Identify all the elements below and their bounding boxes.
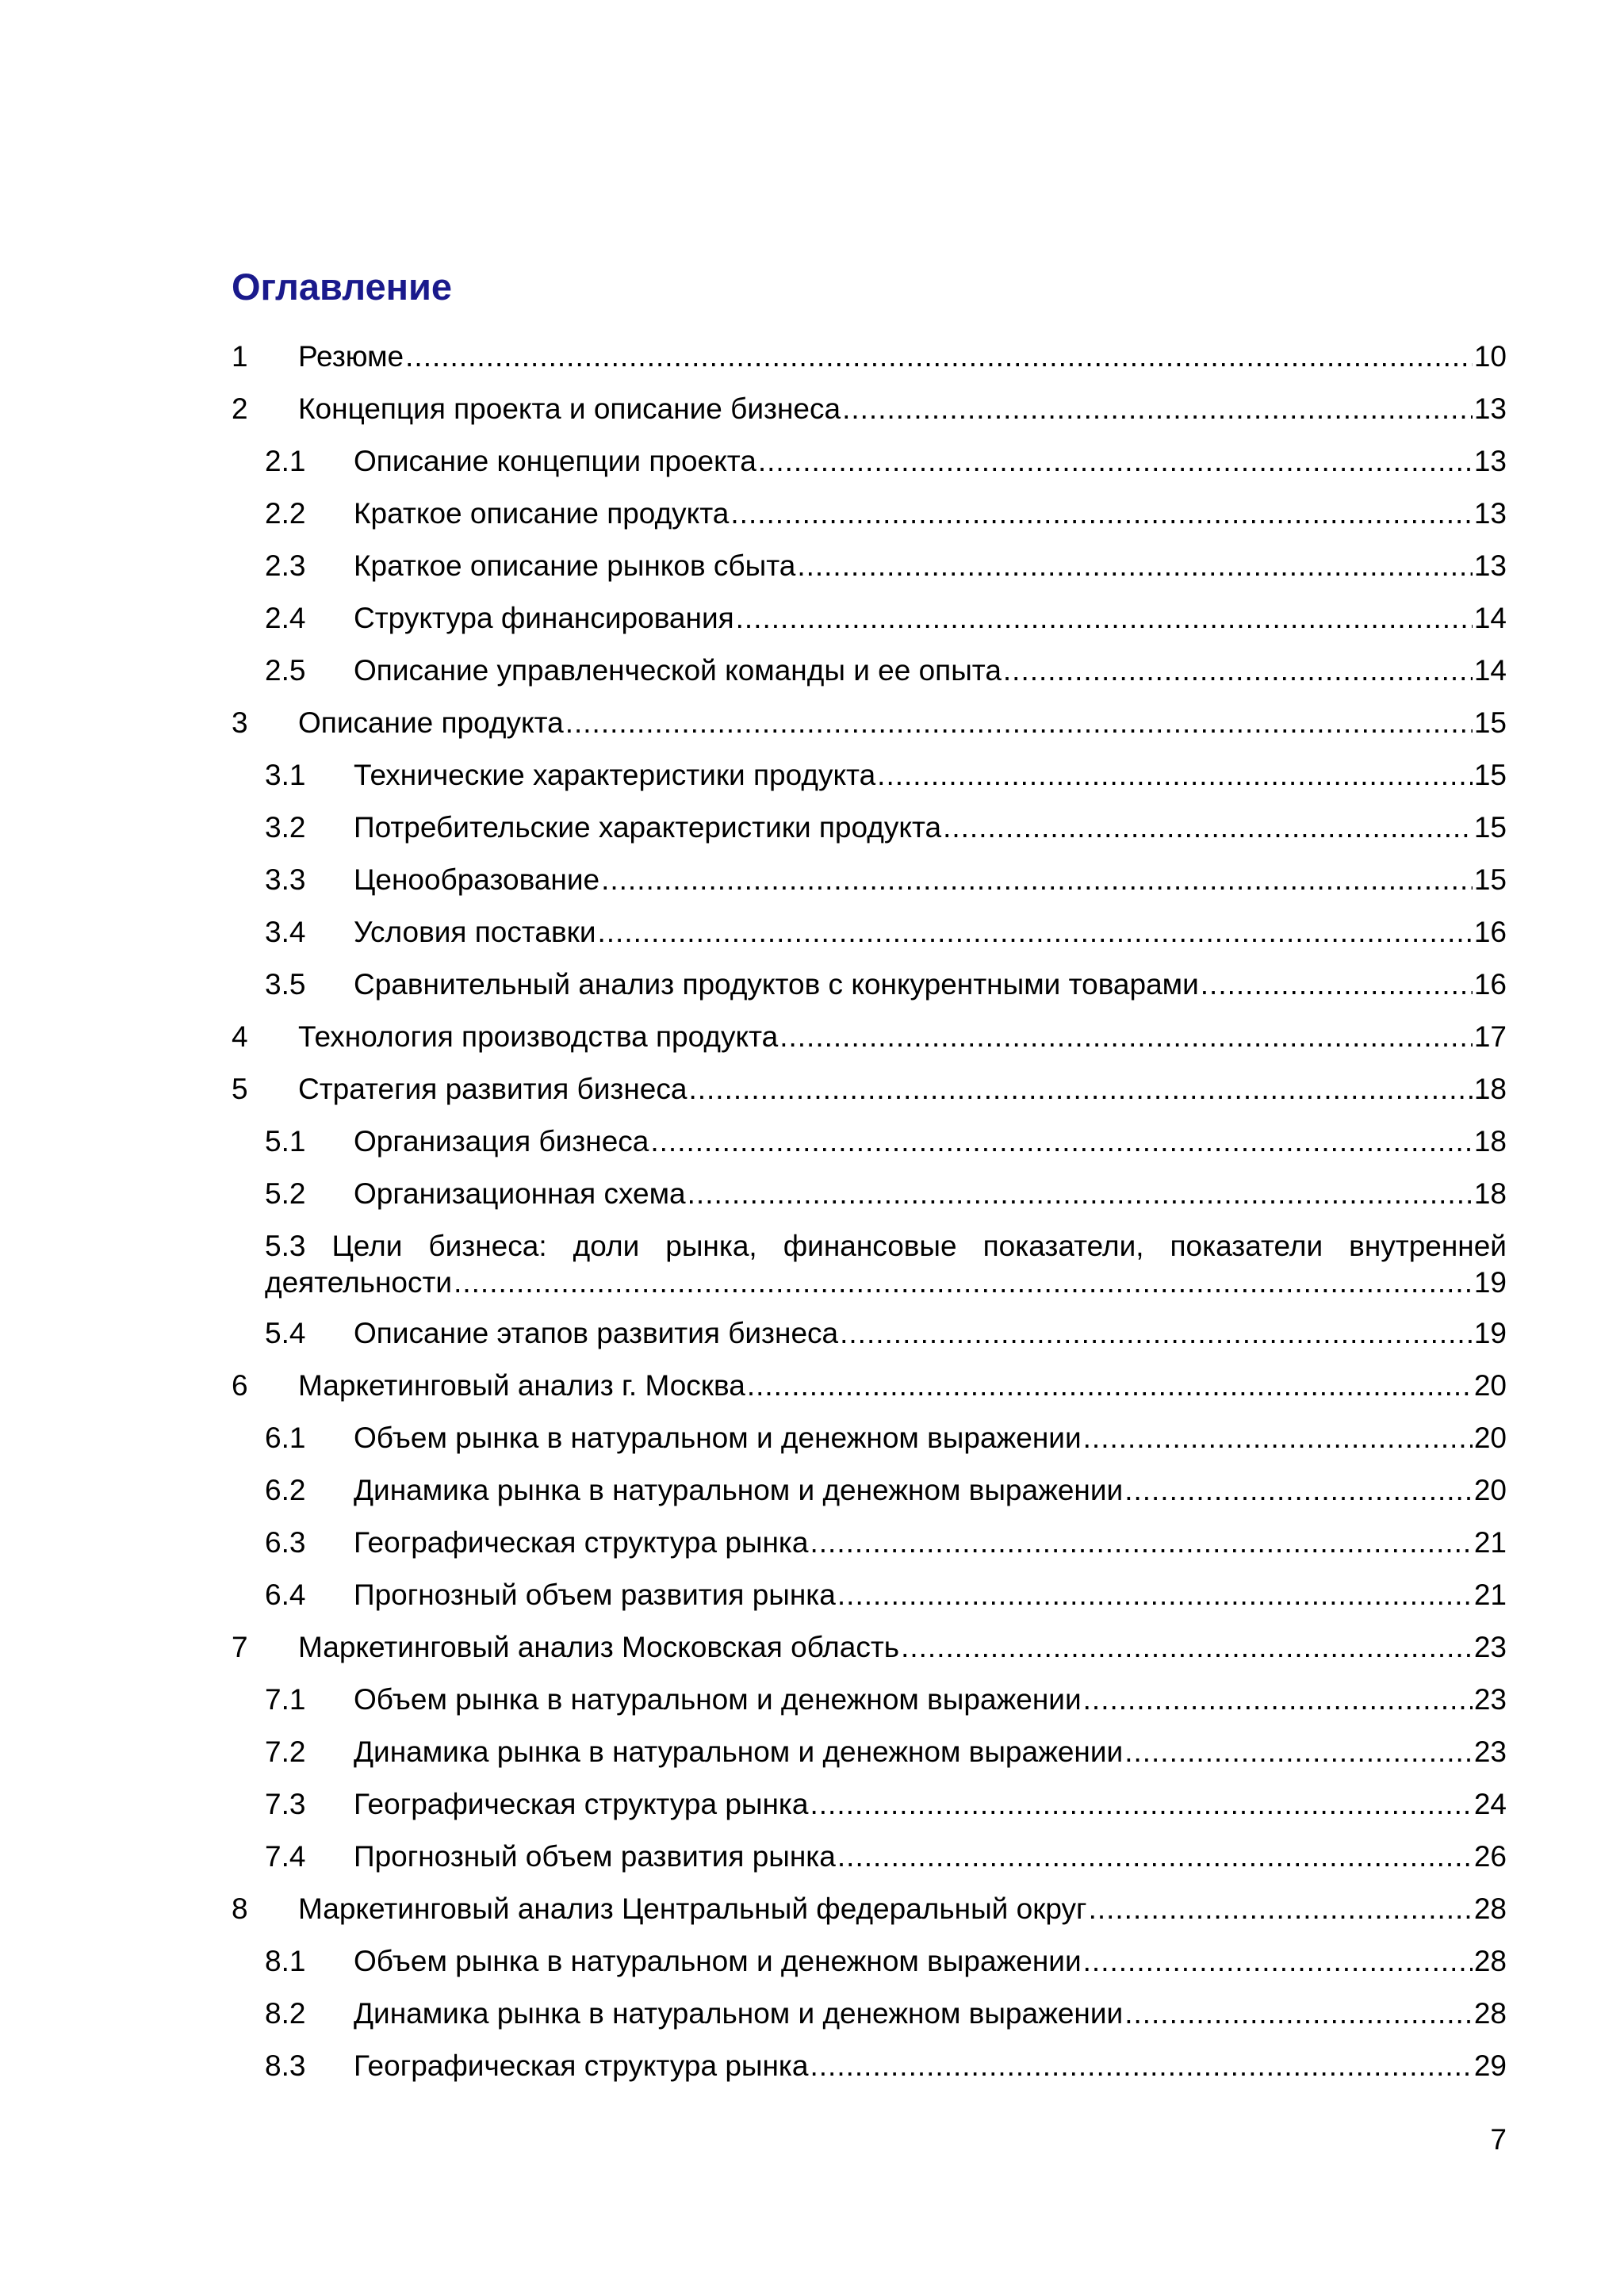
toc-entry-number: 2.2	[265, 497, 306, 530]
toc-entry[interactable]	[232, 1624, 1507, 1671]
toc-entry-text: Объем рынка в натуральном и денежном выражении	[354, 1422, 1082, 1454]
toc-entry-page: 21	[1473, 1526, 1507, 1559]
toc-leader-dots	[1083, 1414, 1473, 1462]
toc-entry-text: Географическая структура рынка	[354, 2049, 809, 2082]
toc-entry-page: 21	[1473, 1578, 1507, 1611]
toc-entry[interactable]	[232, 804, 1507, 851]
toc-entry[interactable]	[232, 490, 1507, 538]
toc-entry-text: Резюме	[298, 340, 404, 373]
toc-entry-text: Динамика рынка в натуральном и денежном выражении	[354, 1997, 1124, 2030]
toc-entry-word: бизнеса:	[428, 1230, 547, 1262]
toc-entry-number: 8.2	[265, 1997, 306, 2030]
toc-entry-number: 1	[232, 340, 248, 373]
toc-entry-text: Описание управленческой команды и ее опыта	[354, 654, 1002, 687]
toc-entry-page: 19	[1473, 1317, 1507, 1349]
toc-entry-page: 14	[1473, 602, 1507, 634]
toc-leader-dots	[840, 1310, 1473, 1357]
toc-entry-page: 16	[1473, 968, 1507, 1001]
toc-leader-dots	[1124, 1990, 1473, 2038]
toc-leader-dots	[601, 856, 1473, 904]
toc-entry-page: 15	[1473, 759, 1507, 791]
toc-entry[interactable]	[232, 1118, 1507, 1165]
toc-entry[interactable]	[232, 595, 1507, 642]
toc-entry-number: 3.2	[265, 811, 306, 844]
toc-entry[interactable]	[232, 1223, 1507, 1310]
toc-entry[interactable]	[232, 699, 1507, 747]
toc-entry-text: Объем рынка в натуральном и денежном выражении	[354, 1945, 1082, 1977]
toc-entry[interactable]	[232, 1310, 1507, 1357]
toc-entry-page: 18	[1473, 1125, 1507, 1158]
toc-leader-dots	[688, 1066, 1472, 1113]
toc-leader-dots	[1003, 647, 1473, 695]
toc-entry-page: 13	[1473, 445, 1507, 477]
toc-leader-dots	[454, 1259, 1473, 1307]
toc-entry-text: Прогнозный объем развития рынка	[354, 1578, 836, 1611]
toc-entry-text: Структура финансирования	[354, 602, 734, 634]
toc-leader-dots	[810, 1781, 1473, 1828]
toc-entry[interactable]	[232, 856, 1507, 904]
toc-entry-page: 10	[1473, 340, 1507, 373]
toc-entry-number: 6.1	[265, 1422, 306, 1454]
toc-leader-dots	[747, 1362, 1473, 1410]
toc-entry-page: 18	[1473, 1177, 1507, 1210]
toc-leader-dots	[1083, 1938, 1473, 1985]
toc-entry[interactable]	[232, 1676, 1507, 1724]
toc-entry-page: 13	[1473, 392, 1507, 425]
toc-leader-dots	[688, 1170, 1473, 1218]
toc-entry-word: рынка,	[665, 1230, 757, 1262]
toc-entry-text: Организация бизнеса	[354, 1125, 649, 1158]
toc-entry-number: 7	[232, 1631, 248, 1663]
toc-entry-page: 29	[1473, 2049, 1507, 2082]
toc-entry-page: 28	[1473, 1997, 1507, 2030]
toc-entry-number: 6.2	[265, 1474, 306, 1506]
toc-entry-page: 19	[1473, 1266, 1507, 1299]
toc-entry-text: Описание концепции проекта	[354, 445, 756, 477]
toc-entry-page: 17	[1473, 1020, 1507, 1053]
toc-entry-number: 8.1	[265, 1945, 306, 1977]
toc-leader-dots	[837, 1833, 1473, 1881]
toc-entry-page: 23	[1473, 1683, 1507, 1716]
toc-entry-page: 14	[1473, 654, 1507, 687]
toc-entry[interactable]	[232, 1885, 1507, 1933]
toc-leader-dots	[758, 438, 1473, 485]
toc-entry-page: 15	[1473, 811, 1507, 844]
toc-entry-number: 7.3	[265, 1788, 306, 1820]
toc-entry-number: 3.3	[265, 863, 306, 896]
toc-leader-dots	[1201, 961, 1473, 1008]
toc-entry[interactable]	[232, 1728, 1507, 1776]
toc-entry-text: Условия поставки	[354, 916, 596, 948]
toc-entry-number: 3	[232, 706, 248, 739]
toc-entry-text: Маркетинговый анализ г. Москва	[298, 1369, 745, 1402]
toc-entry-text: Географическая структура рынка	[354, 1788, 809, 1820]
toc-entry-number: 7.1	[265, 1683, 306, 1716]
toc-leader-dots	[842, 385, 1473, 433]
toc-entry-text: Технические характеристики продукта	[354, 759, 876, 791]
toc-entry-text: Прогнозный объем развития рынка	[354, 1840, 836, 1873]
toc-leader-dots	[797, 542, 1473, 590]
toc-leader-dots	[650, 1118, 1472, 1165]
toc-entry-number: 3.5	[265, 968, 306, 1001]
toc-entry-number: 6.4	[265, 1578, 306, 1611]
toc-entry-text: Концепция проекта и описание бизнеса	[298, 392, 841, 425]
toc-leader-dots	[598, 909, 1473, 956]
toc-entry-page: 15	[1473, 706, 1507, 739]
toc-entry-text: Технология производства продукта	[298, 1020, 779, 1053]
toc-leader-dots	[736, 595, 1473, 642]
toc-entry-number: 8	[232, 1892, 248, 1925]
toc-entry-text: Стратегия развития бизнеса	[298, 1073, 688, 1105]
toc-entry-number: 6.3	[265, 1526, 306, 1559]
toc-leader-dots	[1124, 1467, 1473, 1514]
toc-entry[interactable]	[232, 1990, 1507, 2038]
toc-entry-text: Объем рынка в натуральном и денежном выражении	[354, 1683, 1082, 1716]
toc-entry-word: показатели	[1170, 1230, 1323, 1262]
toc-entry[interactable]	[232, 542, 1507, 590]
toc-entry-page: 13	[1473, 549, 1507, 582]
toc-entry-number: 2.4	[265, 602, 306, 634]
toc-entry[interactable]	[232, 1170, 1507, 1218]
toc-entry-page: 28	[1473, 1945, 1507, 1977]
toc-entry-text: Динамика рынка в натуральном и денежном выражении	[354, 1474, 1124, 1506]
toc-entry[interactable]	[232, 385, 1507, 433]
toc-entry-page: 15	[1473, 863, 1507, 896]
toc-leader-dots	[730, 490, 1472, 538]
toc-entry-number: 8.3	[265, 2049, 306, 2082]
toc-leader-dots	[901, 1624, 1473, 1671]
toc-entry-number: 3.1	[265, 759, 306, 791]
toc-entry-text: Сравнительный анализ продуктов с конкурентными товарами	[354, 968, 1199, 1001]
toc-entry-number: 5.2	[265, 1177, 306, 1210]
toc-entry[interactable]	[232, 1467, 1507, 1514]
toc-entry-text: Географическая структура рынка	[354, 1526, 809, 1559]
toc-entry[interactable]	[232, 333, 1507, 381]
toc-entry-text: Маркетинговый анализ Центральный федеральный округ	[298, 1892, 1087, 1925]
toc-entry-text: Маркетинговый анализ Московская область	[298, 1631, 900, 1663]
toc-entry-page: 13	[1473, 497, 1507, 530]
toc-entry-number: 2.1	[265, 445, 306, 477]
toc-entry-page: 20	[1473, 1474, 1507, 1506]
toc-entry-text: деятельности	[265, 1266, 453, 1299]
toc-entry[interactable]	[232, 2042, 1507, 2090]
toc-entry-text: Организационная схема	[354, 1177, 686, 1210]
toc-entry[interactable]	[232, 752, 1507, 799]
toc-leader-dots	[779, 1013, 1473, 1061]
toc-entry-number: 5	[232, 1073, 248, 1105]
toc-entry-number: 2.5	[265, 654, 306, 687]
toc-entry-page: 28	[1473, 1892, 1507, 1925]
toc-entry-page: 24	[1473, 1788, 1507, 1820]
toc-entry-word: внутренней	[1349, 1230, 1507, 1262]
toc-entry-word: финансовые	[783, 1230, 957, 1262]
toc-entry[interactable]	[232, 961, 1507, 1008]
toc-entry[interactable]	[232, 1013, 1507, 1061]
toc-leader-dots	[565, 699, 1473, 747]
toc-entry-page: 18	[1473, 1073, 1507, 1105]
toc-entry-page: 23	[1473, 1631, 1507, 1663]
toc-entry-text: Краткое описание рынков сбыта	[354, 549, 796, 582]
toc-entry-number: 5.3	[265, 1230, 306, 1262]
toc-entry-number: 5.4	[265, 1317, 306, 1349]
toc-entry[interactable]	[232, 1833, 1507, 1881]
toc-entry-page: 16	[1473, 916, 1507, 948]
toc-leader-dots	[837, 1571, 1473, 1619]
toc-entry-page: 26	[1473, 1840, 1507, 1873]
toc-leader-dots	[1089, 1885, 1473, 1933]
toc-entry[interactable]	[232, 1066, 1507, 1113]
toc-entry-number: 3.4	[265, 916, 306, 948]
toc-title: Оглавление	[232, 266, 453, 308]
toc-leader-dots	[405, 333, 1473, 381]
toc-entry-text: Краткое описание продукта	[354, 497, 730, 530]
toc-leader-dots	[810, 2042, 1473, 2090]
toc-entry-word: Цели	[331, 1230, 403, 1262]
toc-entry-page: 23	[1473, 1735, 1507, 1768]
toc-entry[interactable]	[232, 1362, 1507, 1410]
toc-entry[interactable]	[232, 438, 1507, 485]
toc-leader-dots	[877, 752, 1473, 799]
toc-entry-number: 5.1	[265, 1125, 306, 1158]
toc-entry-number: 7.4	[265, 1840, 306, 1873]
toc-entry[interactable]	[232, 1571, 1507, 1619]
toc-entry[interactable]	[232, 647, 1507, 695]
toc-entry-number: 2	[232, 392, 248, 425]
toc-entry-page: 20	[1473, 1422, 1507, 1454]
toc-entry-word: доли	[573, 1230, 640, 1262]
toc-entry[interactable]	[232, 1938, 1507, 1985]
toc-entry-text: Ценообразование	[354, 863, 600, 896]
toc-entry[interactable]	[232, 909, 1507, 956]
toc-entry-number: 4	[232, 1020, 248, 1053]
toc-entry[interactable]	[232, 1519, 1507, 1567]
toc-leader-dots	[810, 1519, 1473, 1567]
toc-entry-text: Динамика рынка в натуральном и денежном выражении	[354, 1735, 1124, 1768]
page-number: 7	[1490, 2123, 1507, 2156]
toc-entry-number: 7.2	[265, 1735, 306, 1768]
toc-entry-text: Потребительские характеристики продукта	[354, 811, 942, 844]
toc-entry-text: Описание этапов развития бизнеса	[354, 1317, 839, 1349]
toc-entry-page: 20	[1473, 1369, 1507, 1402]
toc-leader-dots	[1124, 1728, 1473, 1776]
toc-entry-number: 6	[232, 1369, 248, 1402]
toc-leader-dots	[943, 804, 1473, 851]
toc-entry-number: 2.3	[265, 549, 306, 582]
toc-entry-word: показатели,	[982, 1230, 1144, 1262]
toc-entry[interactable]	[232, 1414, 1507, 1462]
toc-leader-dots	[1083, 1676, 1473, 1724]
toc-entry-text: Описание продукта	[298, 706, 564, 739]
toc-entry[interactable]	[232, 1781, 1507, 1828]
